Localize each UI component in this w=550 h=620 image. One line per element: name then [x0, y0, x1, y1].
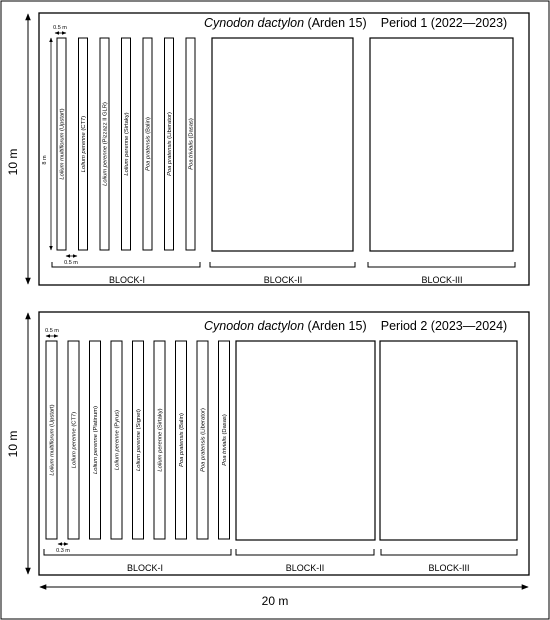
plot-species: Lolium perenne — [136, 430, 142, 471]
block-3-bracket — [368, 262, 515, 267]
plot-strip — [143, 38, 152, 250]
panel-period-1 — [6, 13, 529, 285]
plot-label — [81, 116, 87, 172]
block-2-label: BLOCK-II — [285, 563, 325, 573]
plot-species: Poa pratensis — [145, 135, 152, 171]
width-dimension-label: 20 m — [261, 594, 289, 608]
block-1-plots — [57, 38, 195, 250]
plot-strip — [79, 38, 88, 250]
block-2-plot — [236, 341, 375, 540]
plot-cultivar: (Sirtaky) — [124, 112, 130, 136]
plot-cultivar: (Dasas) — [188, 118, 195, 141]
plot-species: Lolium perenne — [93, 434, 99, 474]
height-dimension-label: 10 m — [6, 148, 20, 176]
plot-label — [124, 112, 130, 175]
plot-label — [60, 108, 66, 179]
plot-label — [167, 112, 173, 176]
block-2-bracket — [236, 549, 374, 555]
plot-cultivar: (Dasas) — [222, 414, 228, 437]
plot-strip — [68, 341, 79, 539]
plot-strip — [197, 341, 208, 539]
plot-width-label: 0.5 m — [45, 328, 59, 334]
block-1-bracket — [44, 549, 231, 555]
plot-species: Poa trivialis — [222, 436, 228, 466]
plot-strip — [111, 341, 122, 539]
species-title-cultivar: (Arden 15) — [304, 319, 367, 333]
plot-species: Lolium perenne — [102, 145, 109, 186]
plot-cultivar: (CT7) — [71, 411, 78, 429]
plot-label — [50, 404, 56, 475]
plot-cultivar: (Liberator) — [200, 408, 207, 437]
plot-strip — [186, 38, 195, 250]
block-1-plots — [46, 341, 230, 539]
block-3-label: BLOCK-III — [428, 563, 470, 573]
plot-strip — [219, 341, 230, 539]
plot-strip — [57, 38, 66, 250]
plot-width-label: 0.5 m — [53, 25, 67, 31]
block-2-bracket — [210, 262, 355, 267]
plot-species: Poa pratensis — [200, 436, 207, 472]
plot-strip — [165, 38, 174, 250]
plot-label — [189, 118, 195, 170]
plot-species: Poa trivialis — [188, 140, 195, 170]
block-3-bracket — [381, 549, 517, 555]
plot-label — [103, 102, 109, 186]
plot-label — [115, 410, 121, 470]
plot-cultivar: (Balin) — [179, 413, 185, 432]
plot-cultivar: (Signet) — [136, 409, 142, 431]
species-title — [204, 16, 367, 30]
block-1-label: BLOCK-I — [126, 563, 164, 573]
plot-gap-label: 0.3 m — [56, 548, 70, 554]
block-3-label: BLOCK-III — [421, 275, 463, 285]
block-3-plot — [370, 38, 513, 251]
panel-period-2 — [6, 312, 529, 575]
period-label: Period 1 (2022—2023) — [380, 16, 508, 30]
plot-cultivar: (Pyrus) — [114, 409, 121, 431]
plot-gap-label: 0.5 m — [64, 260, 78, 266]
plot-label — [136, 409, 142, 471]
plot-cultivar: (Liberator) — [167, 112, 173, 141]
plot-strip — [46, 341, 57, 539]
plot-length-label: 8 m — [42, 155, 48, 165]
period-label: Period 2 (2023—2024) — [380, 319, 508, 333]
plot-cultivar: (Balin) — [145, 117, 152, 136]
plot-species: Lolium multiflorum — [49, 428, 56, 476]
plot-strip — [176, 341, 187, 539]
plot-label — [146, 117, 152, 171]
plot-strip — [122, 38, 131, 250]
species-title-name: Cynodon dactylon — [204, 16, 305, 30]
plot-species: Poa pratensis — [179, 431, 185, 467]
plot-species: Lolium multiflorum — [59, 132, 66, 180]
block-2-label: BLOCK-II — [263, 275, 303, 285]
block-2-plot — [212, 38, 353, 251]
plot-strip — [154, 341, 165, 539]
plot-species: Lolium perenne — [114, 430, 121, 471]
plot-label — [93, 406, 99, 474]
plot-species: Lolium perenne — [81, 132, 87, 173]
plot-cultivar: (CT7) — [81, 115, 87, 133]
plot-strip — [133, 341, 144, 539]
plot-label — [72, 412, 78, 468]
plot-label — [179, 413, 185, 467]
block-3-plot — [380, 341, 517, 540]
plot-species: Lolium perenne — [124, 135, 130, 176]
block-1-label: BLOCK-I — [108, 275, 146, 285]
plot-species: Lolium perenne — [71, 428, 78, 469]
plot-strip — [90, 341, 101, 539]
species-title — [204, 319, 367, 333]
plot-cultivar: (Sirtaky) — [157, 408, 164, 432]
plot-label — [201, 408, 207, 472]
plot-species: Poa pratensis — [167, 140, 173, 176]
height-dimension-label: 10 m — [6, 430, 20, 458]
plot-label — [222, 414, 228, 466]
plot-strip — [100, 38, 109, 250]
plot-label — [158, 408, 164, 471]
plot-species: Lolium perenne — [157, 431, 164, 472]
species-title-cultivar: (Arden 15) — [304, 16, 367, 30]
species-title-name: Cynodon dactylon — [204, 319, 305, 333]
plot-cultivar: (Upstart) — [59, 108, 66, 133]
plot-cultivar: (Upstart) — [49, 404, 56, 429]
plot-cultivar: (Platinum) — [93, 406, 99, 435]
plot-cultivar: (Pizzazz II GLR) — [102, 102, 109, 146]
